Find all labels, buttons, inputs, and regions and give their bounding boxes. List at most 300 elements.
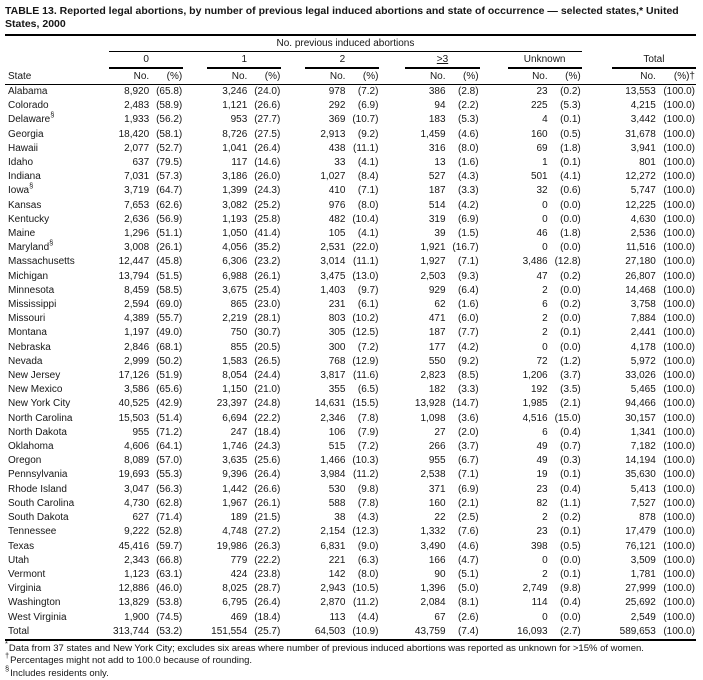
- count-cell: 30,157: [625, 412, 656, 424]
- percent-cell: (0.4): [560, 597, 581, 609]
- table-row: [5, 412, 696, 426]
- count-cell: 225: [530, 100, 548, 112]
- group-header-0: 0: [109, 52, 183, 69]
- count-cell: 177: [428, 341, 446, 353]
- state-cell: Washington: [8, 597, 61, 609]
- spacer-cell: [183, 312, 207, 326]
- count-cell: 6,795: [222, 597, 248, 609]
- spacer-cell: [183, 611, 207, 625]
- table-row: [5, 284, 696, 298]
- percent-cell: (2.1): [457, 497, 479, 509]
- percent-cell: (0.1): [560, 469, 581, 481]
- state-cell: Idaho: [8, 157, 34, 169]
- percent-cell: (4.2): [457, 341, 479, 353]
- spacer-cell: [281, 142, 305, 156]
- count-cell: 1,466: [320, 455, 346, 467]
- spacer-cell: [582, 568, 612, 582]
- percent-cell: (7.2): [357, 341, 379, 353]
- spacer-cell: [379, 184, 405, 198]
- count-cell: 105: [328, 228, 346, 240]
- spacer-cell: [379, 525, 405, 539]
- percent-cell: (7.1): [457, 469, 479, 481]
- spacer-cell: [183, 412, 207, 426]
- spacer-cell: [379, 412, 405, 426]
- count-cell: 398: [530, 540, 548, 552]
- count-cell: 803: [328, 313, 346, 325]
- spacer-cell: [480, 270, 508, 284]
- percent-cell: (100.0): [663, 341, 695, 353]
- percent-cell: (7.7): [457, 327, 479, 339]
- count-cell: 1,050: [222, 228, 248, 240]
- count-cell: 2,503: [420, 270, 446, 282]
- percent-cell: (1.6): [457, 157, 479, 169]
- count-cell: 4,389: [124, 313, 150, 325]
- percent-cell: (6.3): [357, 554, 379, 566]
- count-cell: 189: [230, 512, 248, 524]
- no-column-header: No.: [612, 68, 656, 85]
- percent-cell: (1.6): [457, 299, 479, 311]
- count-cell: 588: [328, 497, 346, 509]
- count-cell: 13,553: [625, 86, 656, 97]
- state-cell: Michigan: [8, 270, 49, 282]
- count-cell: 978: [328, 86, 346, 97]
- spacer-cell: [183, 227, 207, 241]
- percent-cell: (26.5): [254, 355, 281, 367]
- percent-cell: (100.0): [663, 199, 695, 211]
- count-cell: 0: [542, 213, 548, 225]
- count-cell: 1,781: [630, 568, 656, 580]
- state-cell: North Dakota: [8, 426, 67, 438]
- percent-cell: (45.8): [156, 256, 183, 268]
- count-cell: 1,098: [420, 412, 446, 424]
- spacer-cell: [183, 468, 207, 482]
- percent-cell: (27.5): [254, 128, 281, 140]
- count-cell: 515: [328, 441, 346, 453]
- count-cell: 192: [530, 384, 548, 396]
- count-cell: 19,693: [118, 469, 150, 481]
- count-cell: 768: [328, 355, 346, 367]
- footnote-marker: *: [5, 638, 8, 648]
- percent-cell: (16.7): [452, 242, 479, 254]
- state-cell: Kentucky: [8, 213, 50, 225]
- percent-cell: (11.2): [353, 597, 379, 609]
- count-cell: 2,346: [320, 412, 346, 424]
- count-cell: 6,988: [222, 270, 248, 282]
- spacer-cell: [480, 85, 508, 100]
- percent-cell: (0.0): [560, 611, 581, 623]
- count-cell: 3,984: [320, 469, 346, 481]
- state-column-header: State: [5, 68, 109, 85]
- spacer-cell: [480, 426, 508, 440]
- table-body: [5, 85, 696, 640]
- count-cell: 3,082: [222, 199, 248, 211]
- spacer-cell: [379, 142, 405, 156]
- count-cell: 113: [329, 611, 346, 623]
- count-cell: 750: [230, 327, 248, 339]
- spacer-cell: [183, 85, 207, 100]
- spacer-cell: [183, 525, 207, 539]
- spacer-cell: [582, 369, 612, 383]
- spanner-spacer: [5, 35, 109, 52]
- percent-cell: (7.8): [357, 497, 379, 509]
- state-cell: New Mexico: [8, 384, 63, 396]
- table-row: [5, 554, 696, 568]
- percent-cell: (20.5): [254, 341, 281, 353]
- percent-cell: (2.0): [457, 426, 479, 438]
- count-cell: 64,503: [305, 625, 345, 640]
- percent-cell: (25.7): [247, 625, 281, 640]
- percent-cell: (10.5): [352, 583, 379, 595]
- spacer-cell: [582, 355, 612, 369]
- spacer-cell: [480, 497, 508, 511]
- percent-cell: (25.4): [254, 284, 281, 296]
- percent-cell: (9.8): [560, 583, 581, 595]
- state-cell: Indiana: [8, 171, 41, 183]
- spacer-cell: [379, 326, 405, 340]
- percent-cell: (25.2): [254, 199, 281, 211]
- group-spacer: [183, 52, 207, 69]
- count-cell: 1,442: [222, 483, 248, 495]
- spacer-cell: [379, 369, 405, 383]
- count-cell: 5,465: [630, 384, 656, 396]
- count-cell: 471: [428, 313, 446, 325]
- state-cell: Vermont: [8, 568, 46, 580]
- count-cell: 855: [230, 341, 248, 353]
- count-cell: 7,031: [124, 171, 150, 183]
- count-cell: 3,014: [320, 256, 346, 268]
- count-cell: 319: [428, 213, 446, 225]
- count-cell: 976: [328, 199, 346, 211]
- spacer-cell: [582, 255, 612, 269]
- count-cell: 15,503: [118, 412, 150, 424]
- count-cell: 7,653: [124, 199, 150, 211]
- percent-cell: (58.5): [156, 284, 183, 296]
- count-cell: 0: [542, 554, 548, 566]
- percent-cell: (100.0): [663, 412, 695, 424]
- percent-cell: (64.1): [156, 441, 183, 453]
- count-cell: 1,459: [420, 128, 446, 140]
- percent-cell: (0.4): [560, 426, 581, 438]
- count-cell: 8,920: [124, 86, 150, 97]
- count-cell: 305: [328, 327, 346, 339]
- spacer-cell: [379, 625, 405, 640]
- spacer-cell: [281, 440, 305, 454]
- percent-cell: (0.1): [560, 327, 581, 339]
- spacer-cell: [582, 270, 612, 284]
- percent-cell: (0.0): [560, 284, 581, 296]
- percent-cell: (51.9): [156, 370, 183, 382]
- count-cell: 14,468: [625, 284, 656, 296]
- pct-column-header: (%): [247, 68, 281, 85]
- percent-cell: (74.5): [156, 611, 183, 623]
- percent-cell: (0.4): [560, 483, 581, 495]
- group-spacer: [5, 52, 109, 69]
- spacer-cell: [480, 99, 508, 113]
- spacer-cell: [281, 426, 305, 440]
- percent-cell: (57.0): [156, 455, 183, 467]
- count-cell: 142: [328, 568, 346, 580]
- count-cell: 31,678: [625, 128, 656, 140]
- count-cell: 1,206: [522, 370, 548, 382]
- table-row: [5, 468, 696, 482]
- percent-cell: (30.7): [254, 327, 281, 339]
- state-cell: Montana: [8, 327, 47, 339]
- percent-cell: (21.5): [254, 512, 281, 524]
- count-cell: 2,219: [222, 313, 248, 325]
- percent-cell: (3.7): [560, 370, 581, 382]
- table-row: [5, 454, 696, 468]
- percent-cell: (49.0): [156, 327, 183, 339]
- spacer-cell: [379, 468, 405, 482]
- spacer-cell: [281, 554, 305, 568]
- percent-cell: (5.3): [457, 114, 479, 126]
- footnote-section: [5, 663, 697, 680]
- percent-cell: (100.0): [663, 114, 695, 126]
- percent-cell: (26.6): [254, 100, 281, 112]
- spacer-cell: [480, 128, 508, 142]
- percent-cell: (26.6): [254, 483, 281, 495]
- percent-cell: (1.2): [560, 355, 581, 367]
- count-cell: 3,246: [222, 86, 248, 97]
- count-cell: 43,759: [405, 625, 445, 640]
- percent-cell: (8.0): [357, 568, 379, 580]
- table-row: [5, 383, 696, 397]
- percent-cell: (23.8): [254, 568, 281, 580]
- percent-cell: (65.8): [156, 86, 183, 97]
- count-cell: 4: [542, 114, 548, 126]
- count-cell: 27: [434, 426, 446, 438]
- spacer-cell: [480, 170, 508, 184]
- count-cell: 2,846: [124, 341, 150, 353]
- state-cell: Texas: [8, 540, 35, 552]
- spacer-cell: [480, 525, 508, 539]
- state-cell: Hawaii: [8, 142, 39, 154]
- percent-cell: (6.7): [457, 455, 479, 467]
- state-cell: Pennsylvania: [8, 469, 68, 481]
- percent-cell: (68.1): [156, 341, 183, 353]
- state-cell: Maryland§: [8, 237, 54, 254]
- spacer-cell: [480, 582, 508, 596]
- table-row: [5, 611, 696, 625]
- count-cell: 12,272: [625, 171, 656, 183]
- percent-cell: (9.2): [457, 355, 479, 367]
- spacer-cell: [379, 540, 405, 554]
- state-cell: Rhode Island: [8, 483, 67, 495]
- percent-cell: (4.3): [357, 512, 379, 524]
- percent-cell: (35.2): [254, 242, 281, 254]
- percent-cell: (100.0): [663, 611, 695, 623]
- state-cell: Oregon: [8, 455, 42, 467]
- table-row: [5, 568, 696, 582]
- percent-cell: (6.0): [457, 313, 479, 325]
- count-cell: 6,694: [222, 412, 248, 424]
- percent-cell: (15.0): [554, 412, 581, 424]
- spacer-cell: [183, 326, 207, 340]
- percent-cell: (1.1): [560, 497, 581, 509]
- spacer-cell: [582, 113, 612, 127]
- spacer-cell: [281, 596, 305, 610]
- no-column-header: No.: [207, 68, 247, 85]
- percent-cell: (15.5): [352, 398, 379, 410]
- no-column-header: No.: [508, 68, 548, 85]
- spacer-cell: [480, 412, 508, 426]
- count-cell: 160: [428, 497, 446, 509]
- count-cell: 6: [542, 299, 548, 311]
- spacer-cell: [379, 611, 405, 625]
- percent-cell: (27.7): [254, 114, 281, 126]
- percent-cell: (100.0): [663, 185, 695, 197]
- count-cell: 47: [536, 270, 548, 282]
- spacer-cell: [281, 511, 305, 525]
- count-cell: 2,823: [420, 370, 446, 382]
- percent-cell: (100.0): [663, 540, 695, 552]
- percent-cell: (53.8): [156, 597, 183, 609]
- percent-cell: (100.0): [663, 441, 695, 453]
- spacer-cell: [183, 142, 207, 156]
- spacer-cell: [480, 454, 508, 468]
- percent-cell: (9.0): [357, 540, 379, 552]
- count-cell: 801: [639, 157, 656, 169]
- spacer-cell: [379, 596, 405, 610]
- percent-cell: (7.4): [446, 625, 480, 640]
- percent-cell: (22.2): [254, 554, 281, 566]
- table-row: [5, 85, 696, 100]
- percent-cell: (23.0): [254, 299, 281, 311]
- spacer-cell: [480, 326, 508, 340]
- count-cell: 182: [428, 384, 446, 396]
- spacer-cell: [183, 199, 207, 213]
- count-cell: 7,182: [630, 441, 656, 453]
- count-cell: 1: [542, 157, 548, 169]
- count-cell: 114: [531, 597, 548, 609]
- percent-cell: (8.1): [457, 597, 479, 609]
- percent-cell: (0.6): [560, 185, 581, 197]
- spacer-cell: [281, 568, 305, 582]
- count-cell: 247: [230, 426, 248, 438]
- spacer-cell: [582, 85, 612, 100]
- count-cell: 3,675: [222, 284, 248, 296]
- spacer-cell: [183, 241, 207, 255]
- count-cell: 12,886: [118, 583, 150, 595]
- table-row: [5, 497, 696, 511]
- state-cell: New Jersey: [8, 370, 61, 382]
- spacer-cell: [379, 255, 405, 269]
- percent-cell: (69.0): [156, 299, 183, 311]
- percent-cell: (5.0): [457, 583, 479, 595]
- percent-cell: (7.2): [357, 86, 379, 97]
- subheader-spacer: [480, 68, 508, 85]
- count-cell: 2,441: [630, 327, 656, 339]
- percent-cell: (1.8): [560, 142, 581, 154]
- spacer-cell: [480, 227, 508, 241]
- group-header-1: 1: [207, 52, 281, 69]
- count-cell: 8,726: [222, 128, 248, 140]
- spacer-cell: [480, 397, 508, 411]
- percent-cell: (100.0): [663, 86, 695, 97]
- percent-cell: (100.0): [663, 171, 695, 183]
- state-cell: Delaware§: [8, 110, 55, 126]
- count-cell: 637: [132, 157, 150, 169]
- table-row: [5, 540, 696, 554]
- spacer-cell: [480, 298, 508, 312]
- table-row: [5, 483, 696, 497]
- count-cell: 3,008: [124, 242, 150, 254]
- spacer-cell: [480, 611, 508, 625]
- spacer-cell: [281, 383, 305, 397]
- spacer-cell: [582, 525, 612, 539]
- spacer-cell: [183, 341, 207, 355]
- spacer-cell: [582, 156, 612, 170]
- spacer-cell: [379, 199, 405, 213]
- spacer-cell: [183, 184, 207, 198]
- percent-cell: (11.1): [353, 142, 379, 154]
- spacer-cell: [379, 554, 405, 568]
- spacer-cell: [281, 199, 305, 213]
- count-cell: 4,630: [630, 213, 656, 225]
- percent-cell: (10.4): [352, 213, 379, 225]
- spanner-row: [5, 35, 696, 52]
- spacer-cell: [281, 227, 305, 241]
- count-cell: 2,531: [320, 242, 346, 254]
- count-cell: 1,933: [124, 114, 150, 126]
- spacer-cell: [379, 582, 405, 596]
- spacer-cell: [379, 568, 405, 582]
- subheader-spacer: [379, 68, 405, 85]
- percent-cell: (26.3): [254, 540, 281, 552]
- percent-cell: (51.5): [156, 270, 183, 282]
- percent-cell: (53.2): [149, 625, 183, 640]
- percent-cell: (24.3): [254, 441, 281, 453]
- count-cell: 187: [428, 185, 446, 197]
- spacer-cell: [379, 170, 405, 184]
- percent-cell: (41.4): [254, 228, 281, 240]
- spacer-cell: [480, 355, 508, 369]
- spacer-cell: [281, 156, 305, 170]
- count-cell: 49: [536, 455, 548, 467]
- count-cell: 1,985: [522, 398, 548, 410]
- state-cell: Minnesota: [8, 284, 55, 296]
- percent-cell: (62.8): [156, 497, 183, 509]
- spacer-cell: [480, 184, 508, 198]
- percent-cell: (8.5): [457, 370, 479, 382]
- percent-cell: (21.0): [254, 384, 281, 396]
- spacer-cell: [379, 483, 405, 497]
- count-cell: 313,744: [109, 625, 149, 640]
- count-cell: 62: [434, 299, 446, 311]
- percent-cell: (100.0): [663, 597, 695, 609]
- percent-cell: (7.9): [357, 426, 379, 438]
- spacer-cell: [183, 128, 207, 142]
- count-cell: 1,341: [630, 426, 656, 438]
- state-cell: Iowa§: [8, 181, 34, 197]
- count-cell: 151,554: [207, 625, 247, 640]
- table-row: [5, 596, 696, 610]
- count-cell: 90: [434, 568, 446, 580]
- state-cell: Oklahoma: [8, 441, 54, 453]
- spacer-cell: [582, 184, 612, 198]
- spacer-cell: [582, 326, 612, 340]
- percent-cell: (66.8): [156, 554, 183, 566]
- count-cell: 4,215: [630, 100, 656, 112]
- percent-cell: (27.2): [254, 526, 281, 538]
- count-cell: 2,999: [124, 355, 150, 367]
- percent-cell: (4.4): [357, 611, 379, 623]
- count-cell: 3,509: [630, 554, 656, 566]
- spacer-cell: [281, 298, 305, 312]
- count-cell: 1,921: [420, 242, 446, 254]
- count-cell: 2,084: [420, 597, 446, 609]
- count-cell: 23: [536, 483, 548, 495]
